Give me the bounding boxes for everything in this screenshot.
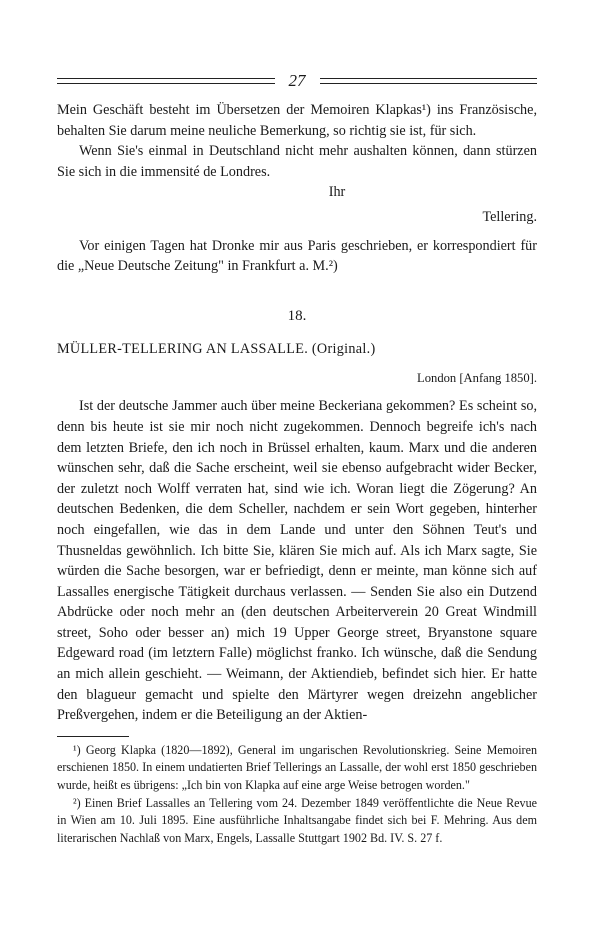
page-header xyxy=(57,68,537,94)
letter-17-paragraph-1: Mein Geschäft besteht im Übersetzen der Memoiren Klapkas¹) ins Französische, behalten Sie darum meine neuliche Bemerkung, so richtig sie ist, für sich. xyxy=(57,102,537,139)
letter-17-closing: Ihr xyxy=(328,184,346,201)
footnote-2: ²) Einen Brief Lassalles an Tellering vom 24. Dezember 1849 veröffentlichte die Neue Revue in Wien am 10. Juli 1895. Eine ausführliche Inhaltsangabe findet sich bei F. Mehring. Aus dem literarischen Nachlaß von Marx, Engels, Lassalle Stuttgart 1902 Bd. IV. S. 27 f. xyxy=(57,795,537,845)
footnotes xyxy=(57,742,537,848)
footnote-1: ¹) Georg Klapka (1820—1892), General im ungarischen Revolutionskrieg. Seine Memoiren erschienen 1850. In einem undatierten Brief Tellerings an Lassalle, der wohl erst 1850 geschrieben wurde, heißt es übrigens: „Ich bin von Klapka auf eine arge Weise betrogen worden." xyxy=(57,742,537,793)
letter-17-continuation xyxy=(57,100,537,277)
header-rule-left xyxy=(57,78,275,84)
page-number: 27 xyxy=(288,71,306,90)
letter-title: MÜLLER-TELLERING AN LASSALLE. (Original.) xyxy=(57,340,376,357)
letter-18 xyxy=(57,305,537,726)
letter-dateline: London [Anfang 1850]. xyxy=(417,371,537,386)
footnote-divider xyxy=(57,736,129,737)
letter-body: Ist der deutsche Jammer auch über meine Beckeriana gekommen? Es scheint so, denn bis heute ist sie mir noch nicht zugekommen. Dennoch begreife ich's nach dem letzten Briefe, den ich noch in Brüssel erhalten, kaum. Marx und die anderen wünschen sehr, daß die Sache erscheint, weil sie ebenso aufgebracht wider Becker, der zuletzt noch Wolff verraten hat, sind wie ich. Woran liegt die Zögerung? An deutschen Bedenken, die dem Scheller, nachdem er sein Wort gegeben, hinterher noch eingefallen, wie das in dem Lande und unter den Söhnen Teut's und Thusneldas gewöhnlich. Ich bitte Sie, klären Sie mich auf. Als ich Marx sagte, Sie würden die Sache besorgen, war er befriedigt, denn er meinte, man könne sich auf Lassalles energische Tätigkeit durchaus verlassen. — Senden Sie also ein Dutzend Abdrücke oder noch mehr an (den deutschen Arbeiterverein 20 Great Windmill street, Soho oder besser an) mich 19 Upper George street, Bryanstone square Edgeward road (im letztern Falle) möglichst franko. Ich wünsche, daß die Sendung an mich allein geschieht. — Weimann, der Aktiendieb, befindet sich hier. Er hatte den blagueur gemacht und spielte den Märtyrer wegen dreizehn angeblicher Preßvergehen, indem er die Beteiligung an der Aktien- xyxy=(57,398,537,724)
book-page xyxy=(57,68,537,847)
letter-17-signature: Tellering. xyxy=(482,208,537,225)
header-rule-right xyxy=(320,78,538,84)
letter-number: 18. xyxy=(287,307,307,324)
letter-17-paragraph-2: Wenn Sie's einmal in Deutschland nicht mehr aushalten können, dann stürzen Sie sich in die immensité de Londres. xyxy=(57,143,537,180)
letter-17-postscript: Vor einigen Tagen hat Dronke mir aus Paris geschrieben, er korrespondiert für die „Neue Deutsche Zeitung" in Frankfurt a. M.²) xyxy=(57,237,537,275)
